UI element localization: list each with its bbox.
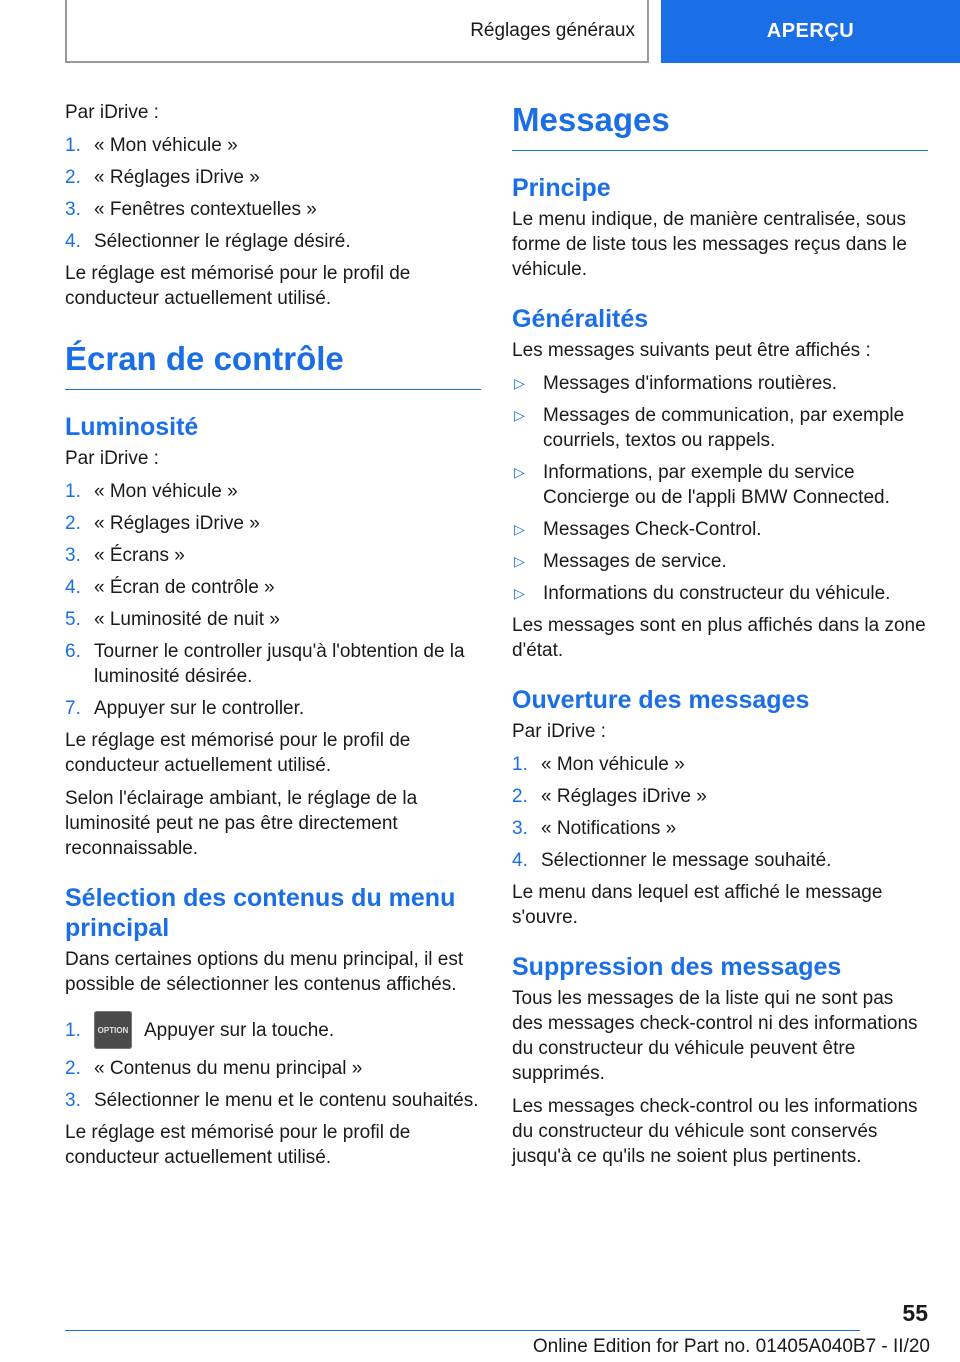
heading-generalites: Généralités [512, 305, 649, 333]
section-title: Réglages généraux [470, 19, 635, 41]
list-item: 2. « Réglages iDrive » [65, 167, 260, 188]
heading-messages: Messages [512, 100, 928, 151]
paragraph: Le réglage est mémorisé pour le profil de conducteur actuellement utilisé. [65, 263, 411, 309]
bullet-list [512, 371, 928, 606]
list-item: 2. « Réglages iDrive » [512, 786, 707, 807]
list-item: 6. Tourner le controller jusqu'à l'obtention de la luminosité désirée. [65, 641, 465, 687]
list-item: ▷ Messages de service. [514, 551, 727, 572]
paragraph: Les messages suivants peut être affichés : [512, 340, 871, 361]
intro-text: Par iDrive : [65, 102, 159, 123]
paragraph: Le réglage est mémorisé pour le profil de conducteur actuellement utilisé. [65, 1122, 411, 1168]
footer-edition: Online Edition for Part no. 01405A040B7 - II/20 [532, 1336, 930, 1357]
list-item: 4. Sélectionner le message souhaité. [512, 850, 832, 871]
intro-text: Par iDrive : [512, 721, 606, 742]
paragraph: Les messages sont en plus affichés dans la zone d'état. [512, 615, 926, 661]
bullet-icon: ▷ [514, 407, 525, 423]
paragraph: Le réglage est mémorisé pour le profil de conducteur actuellement utilisé. [65, 730, 411, 776]
heading-ecran-controle: Écran de contrôle [65, 339, 481, 390]
list-item: 3. « Fenêtres contextuelles » [65, 199, 317, 220]
heading-luminosite: Luminosité [65, 413, 199, 441]
tab-apercu-label: APERÇU [766, 20, 855, 42]
heading-selection-contenus: Sélection des contenus du menu principal [65, 884, 456, 942]
steps-list [512, 752, 928, 873]
list-item: 7. Appuyer sur le controller. [65, 698, 305, 719]
paragraph: Selon l'éclairage ambiant, le réglage de la luminosité peut ne pas être directement reconnaissable. [65, 788, 418, 859]
left-column [65, 100, 481, 1178]
list-item: 5. « Luminosité de nuit » [65, 609, 280, 630]
list-item: 3. Sélectionner le menu et le contenu souhaités. [65, 1090, 479, 1111]
heading-ouverture: Ouverture des messages [512, 686, 810, 714]
right-column [512, 100, 928, 1177]
paragraph: Dans certaines options du menu principal, il est possible de sélectionner les contenus affichés. [65, 949, 464, 995]
option-key-icon: OPTION [94, 1011, 132, 1049]
paragraph: Le menu dans lequel est affiché le message s'ouvre. [512, 882, 883, 928]
list-item: 4. « Écran de contrôle » [65, 577, 275, 598]
paragraph: Les messages check-control ou les informations du constructeur du véhicule sont conservés jusqu'à ce qu'ils ne soient plus pertinents. [512, 1096, 918, 1167]
bullet-icon: ▷ [514, 521, 525, 537]
paragraph: Tous les messages de la liste qui ne sont pas des messages check-control ni des informations du constructeur du véhicule peuvent être supprimés. [512, 988, 918, 1084]
list-item: 3. « Écrans » [65, 545, 185, 566]
list-item: 1. « Mon véhicule » [512, 754, 685, 775]
bullet-icon: ▷ [514, 375, 525, 391]
tab-apercu[interactable] [661, 0, 960, 63]
steps-list [65, 479, 481, 721]
list-item: 3. « Notifications » [512, 818, 677, 839]
list-item: 1. OPTION Appuyer sur la touche. [65, 1011, 481, 1049]
list-item: 1. « Mon véhicule » [65, 135, 238, 156]
section-header [65, 0, 649, 63]
bullet-icon: ▷ [514, 553, 525, 569]
list-item: ▷ Informations, par exemple du service Concierge ou de l'appli BMW Connected. [514, 462, 890, 508]
list-item: ▷ Messages d'informations routières. [514, 373, 838, 394]
list-item: ▷ Messages de communication, par exemple courriels, textos ou rappels. [514, 405, 905, 451]
paragraph: Le menu indique, de manière centralisée, sous forme de liste tous les messages reçus dans le véhicule. [512, 209, 907, 280]
steps-list [65, 133, 481, 254]
steps-list [65, 1011, 481, 1113]
bullet-icon: ▷ [514, 585, 525, 601]
list-item: 2. « Réglages iDrive » [65, 513, 260, 534]
intro-text: Par iDrive : [65, 448, 159, 469]
heading-suppression: Suppression des messages [512, 953, 842, 981]
list-item: ▷ Messages Check-Control. [514, 519, 762, 540]
footer-divider [65, 1330, 860, 1331]
heading-principe: Principe [512, 174, 611, 202]
list-item: 4. Sélectionner le réglage désiré. [65, 231, 351, 252]
list-item: 2. « Contenus du menu principal » [65, 1058, 363, 1079]
list-item: 1. « Mon véhicule » [65, 481, 238, 502]
page-number: 55 [902, 1300, 928, 1326]
list-item: ▷ Informations du constructeur du véhicule. [514, 583, 891, 604]
bullet-icon: ▷ [514, 464, 525, 480]
